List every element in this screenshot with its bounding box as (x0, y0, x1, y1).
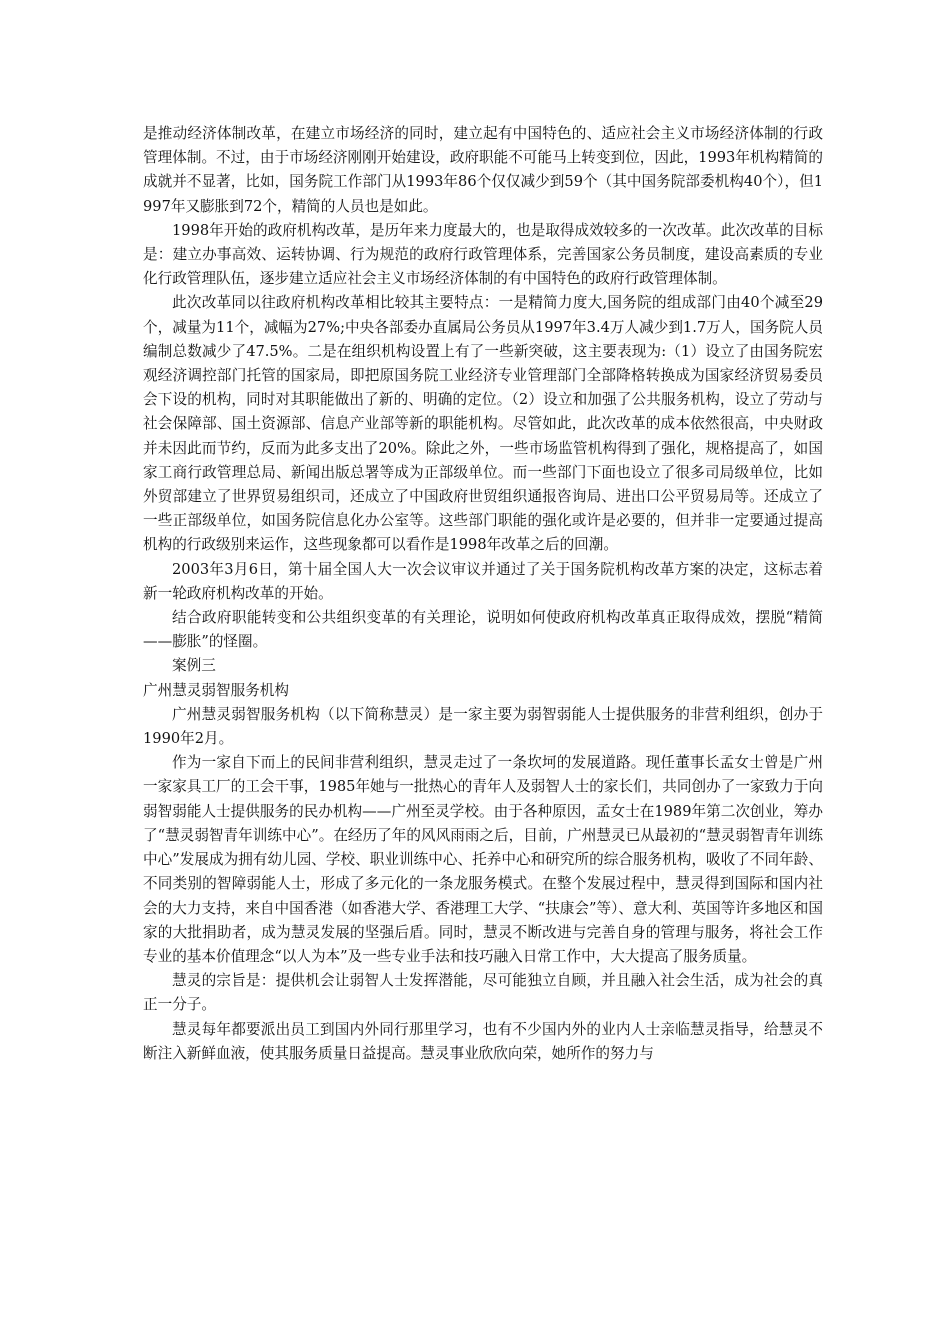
paragraph-huiling-intro: 广州慧灵弱智服务机构（以下简称慧灵）是一家主要为弱智弱能人士提供服务的非营利组织，创办于1990年2月。 (143, 705, 823, 748)
paragraph-question: 结合政府职能转变和公共组织变革的有关理论，说明如何使政府机构改革真正取得成效，摆脱“精简——膨胀”的怪圈。 (143, 609, 823, 651)
case-heading: 案例三 (172, 657, 216, 675)
paragraph-reform-features: 此次改革同以往政府机构改革相比较其主要特点：一是精简力度大,国务院的组成部门由40个减至29个，减量为11个，减幅为27%;中央各部委办直属局公务员从1997年3.4万人减少到1.7万人，国务院人员编制总数减少了47.5%。二是在组织机构设置上有了一些新突破，这主要表现为:（1）设立了由国务院宏观经济调控部门托管的国家局，即把原国务院工业经济专业管理部门全部降格转换成为国家经济贸易委员会下设的机构，同时对其职能做出了新的、明确的定位。（2）设立和加强了公共服务机构，设立了劳动与社会保障部、国土资源部、信息产业部等新的职能机构。尽管如此，此次改革的成本依然很高，中央财政并未因此而节约，反而为此多支出了20%。除此之外，一些市场监管机构得到了强化，规格提高了，如国家工商行政管理总局、新闻出版总署等成为正部级单位。而一些部门下面也设立了很多司局级单位，比如外贸部建立了世界贸易组织司，还成立了中国政府世贸组织通报咨询局、进出口公平贸易局等。还成立了一些正部级单位，如国务院信息化办公室等。这些部门职能的强化或许是必要的，但并非一定要通过提高机构的行政级别来运作，这些现象都可以看作是1998年改革之后的回潮。 (143, 294, 823, 554)
paragraph-2003-reform: 2003年3月6日，第十届全国人大一次会议审议并通过了关于国务院机构改革方案的决定，这标志着新一轮政府机构改革的开始。 (143, 560, 823, 602)
paragraph-huiling-history: 作为一家自下而上的民间非营利组织，慧灵走过了一条坎坷的发展道路。现任董事长孟女士曾是广州一家家具工厂的工会干事，1985年她与一批热心的青年人及弱智人士的家长们，共同创办了一家致力于向弱智弱能人士提供服务的民办机构——广州至灵学校。由于各种原因，孟女士在1989年第二次创业，筹办了“慧灵弱智青年训练中心”。在经历了年的风风雨雨之后，目前，广州慧灵已从最初的“慧灵弱智青年训练中心”发展成为拥有幼儿园、学校、职业训练中心、托养中心和研究所的综合服务机构，吸收了不同年龄、不同类别的智障弱能人士，形成了多元化的一条龙服务模式。在整个发展过程中，慧灵得到国际和国内社会的大力支持，来自中国香港（如香港大学、香港理工大学、“扶康会”等）、意大利、英国等许多地区和国家的大批捐助者，成为慧灵发展的坚强后盾。同时，慧灵不断改进与完善自身的管理与服务，将社会工作专业的基本价值理念“以人为本”及一些专业手法和技巧融入日常工作中，大大提高了服务质量。 (143, 754, 823, 965)
paragraph-huiling-mission: 慧灵的宗旨是：提供机会让弱智人士发挥潜能，尽可能独立自顾，并且融入社会生活，成为社会的真正一分子。 (143, 972, 823, 1014)
document-body (143, 122, 823, 1066)
case-title: 广州慧灵弱智服务机构 (143, 681, 289, 699)
paragraph-continuation: 是推动经济体制改革，在建立市场经济的同时，建立起有中国特色的、适应社会主义市场经济体制的行政管理体制。不过，由于市场经济刚刚开始建设，政府职能不可能马上转变到位，因此，1993年机构精简的成就并不显著，比如，国务院工作部门从1993年86个仅仅减少到59个（其中国务院部委机构40个），但1997年又膨胀到72个，精简的人员也是如此。 (143, 125, 823, 215)
paragraph-1998-reform: 1998年开始的政府机构改革，是历年来力度最大的，也是取得成效较多的一次改革。此次改革的目标是：建立办事高效、运转协调、行为规范的政府行政管理体系，完善国家公务员制度，建设高素质的专业化行政管理队伍，逐步建立适应社会主义市场经济体制的有中国特色的政府行政管理体制。 (143, 221, 823, 288)
paragraph-huiling-training: 慧灵每年都要派出员工到国内外同行那里学习，也有不少国内外的业内人士亲临慧灵指导，给慧灵不断注入新鲜血液，使其服务质量日益提高。慧灵事业欣欣向荣，她所作的努力与 (143, 1020, 823, 1062)
